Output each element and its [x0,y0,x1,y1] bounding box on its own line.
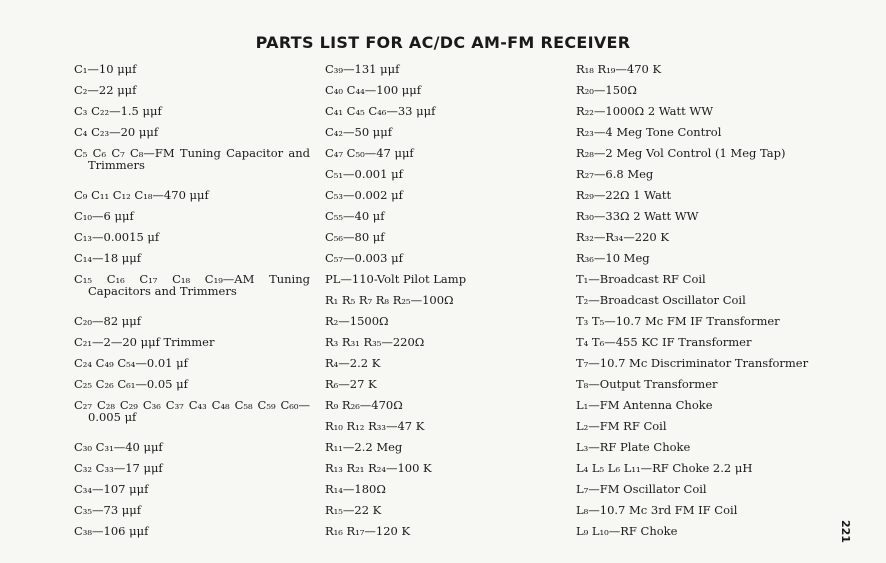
part-entry [325,148,545,169]
part-entry [576,484,816,505]
part-entry [325,64,545,85]
part-entry [325,253,545,274]
part-entry-text: R₃₀—33Ω 2 Watt WW [576,209,699,223]
part-entry [325,190,545,211]
part-entry-text: R₂₇—6.8 Meg [576,167,654,181]
part-entry-text: R₃₆—10 Meg [576,251,650,265]
part-entry-text: C₁₄—18 μμf [74,251,142,265]
part-entry [576,442,816,463]
part-entry [325,169,545,190]
part-entry [576,337,816,358]
part-entry [325,106,545,127]
part-entry-text: C₅₇—0.003 μf [325,251,403,265]
part-entry-text: R₃ R₃₁ R₃₅—220Ω [325,335,425,349]
part-entry-text: C₂—22 μμf [74,83,137,97]
part-entry [74,127,310,148]
part-entry-text: C₂₄ C₄₉ C₅₄—0.01 μf [74,356,188,370]
part-entry [325,85,545,106]
part-entry [325,232,545,253]
part-entry-text: C₄₁ C₄₅ C₄₆—33 μμf [325,104,436,118]
part-entry-text: C₃₂ C₃₃—17 μμf [74,461,163,475]
part-entry-text: C₁₀—6 μμf [74,209,134,223]
part-entry [576,106,816,127]
part-entry-text: T₈—Output Transformer [576,377,718,391]
part-entry [576,400,816,421]
part-entry-text: C₅₅—40 μf [325,209,385,223]
part-entry-text: R₂₀—150Ω [576,83,637,97]
part-entry-text: C₃₄—107 μμf [74,482,149,496]
part-entry [74,316,310,337]
part-entry [74,358,310,379]
part-entry-text: C₃₅—73 μμf [74,503,142,517]
part-entry-text: PL—110-Volt Pilot Lamp [325,272,467,286]
part-entry-text: C₅₁—0.001 μf [325,167,403,181]
part-entry [576,358,816,379]
part-entry-text: C₃₉—131 μμf [325,62,400,76]
part-entry-text: L₂—FM RF Coil [576,419,667,433]
part-entry [74,442,310,463]
part-entry-text: L₈—10.7 Mc 3rd FM IF Coil [576,503,738,517]
part-entry-text: C₃ C₂₂—1.5 μμf [74,104,162,118]
part-entry [325,379,545,400]
part-entry-text: R₁₃ R₂₁ R₂₄—100 K [325,461,432,475]
part-entry-text: R₂₂—1000Ω 2 Watt WW [576,104,714,118]
part-entry-text: C₂₁—2—20 μμf Trimmer [74,335,215,349]
part-entry [576,274,816,295]
part-entry-text: R₁₅—22 K [325,503,382,517]
part-entry [74,211,310,232]
part-entry-text: L₁—FM Antenna Choke [576,398,713,412]
part-entry [576,295,816,316]
part-entry-text: R₂₉—22Ω 1 Watt [576,188,672,202]
part-entry-text: C₃₈—106 μμf [74,524,149,538]
parts-column-2 [325,64,545,547]
part-entry [576,169,816,190]
part-entry-text: L₄ L₅ L₆ L₁₁—RF Choke 2.2 μH [576,461,753,475]
part-entry [576,232,816,253]
part-entry [74,505,310,526]
part-entry [74,463,310,484]
part-entry-text: R₉ R₂₆—470Ω [325,398,403,412]
part-entry [325,463,545,484]
part-entry-text: C₁₅ C₁₆ C₁₇ C₁₈ C₁₉—AM Tuning Capacitors and Trimmers [74,272,310,298]
part-entry-text: R₁₆ R₁₇—120 K [325,524,411,538]
part-entry-text: C₂₀—82 μμf [74,314,142,328]
part-entry [325,505,545,526]
part-entry-text: C₂₅ C₂₆ C₆₁—0.05 μf [74,377,188,391]
part-entry-text: L₃—RF Plate Choke [576,440,691,454]
part-entry [325,484,545,505]
part-entry [325,358,545,379]
part-entry [74,190,310,211]
part-entry-text: R₁ R₅ R₇ R₈ R₂₅—100Ω [325,293,454,307]
part-entry-text: L₇—FM Oscillator Coil [576,482,707,496]
part-entry-text: C₄₇ C₅₀—47 μμf [325,146,414,160]
part-entry [576,463,816,484]
part-entry-text: C₁—10 μμf [74,62,137,76]
parts-column-3 [576,64,816,547]
part-entry [325,337,545,358]
part-entry [74,64,310,85]
part-entry [576,379,816,400]
part-entry-text: R₆—27 K [325,377,377,391]
part-entry [74,337,310,358]
part-entry-text: R₂₈—2 Meg Vol Control (1 Meg Tap) [576,146,786,160]
part-entry [325,127,545,148]
part-entry-text: R₁₈ R₁₉—470 K [576,62,662,76]
part-entry-text: R₂₃—4 Meg Tone Control [576,125,722,139]
part-entry [576,526,816,547]
part-entry-text: T₁—Broadcast RF Coil [576,272,706,286]
part-entry [325,526,545,547]
part-entry-text: R₁₁—2.2 Meg [325,440,403,454]
part-entry-text: R₃₂—R₃₄—220 K [576,230,669,244]
part-entry [576,505,816,526]
part-entry [74,274,310,316]
part-entry [576,148,816,169]
part-entry-text: T₂—Broadcast Oscillator Coil [576,293,746,307]
parts-column-1 [74,64,310,547]
part-entry-text: C₄ C₂₃—20 μμf [74,125,159,139]
part-entry-text: T₃ T₅—10.7 Mc FM IF Transformer [576,314,780,328]
part-entry [576,127,816,148]
part-entry-text: L₉ L₁₀—RF Choke [576,524,678,538]
part-entry [325,421,545,442]
part-entry [325,400,545,421]
part-entry [576,211,816,232]
part-entry [74,85,310,106]
part-entry-text: T₇—10.7 Mc Discriminator Transformer [576,356,809,370]
part-entry [74,148,310,190]
part-entry-text: R₄—2.2 K [325,356,381,370]
part-entry [74,379,310,400]
part-entry [74,526,310,547]
part-entry-text: C₅₃—0.002 μf [325,188,403,202]
part-entry [325,274,545,295]
part-entry-text: C₉ C₁₁ C₁₂ C₁₈—470 μμf [74,188,209,202]
part-entry-text: C₃₀ C₃₁—40 μμf [74,440,163,454]
part-entry-text: R₂—1500Ω [325,314,389,328]
part-entry [325,316,545,337]
part-entry-text: C₄₀ C₄₄—100 μμf [325,83,422,97]
part-entry [325,295,545,316]
part-entry [576,253,816,274]
part-entry [74,232,310,253]
part-entry-text: C₁₃—0.0015 μf [74,230,160,244]
part-entry-text: R₁₀ R₁₂ R₃₃—47 K [325,419,425,433]
part-entry [576,316,816,337]
part-entry [576,64,816,85]
part-entry [74,106,310,127]
part-entry [325,442,545,463]
part-entry-text: C₄₂—50 μμf [325,125,393,139]
part-entry [576,85,816,106]
part-entry-text: T₄ T₆—455 KC IF Transformer [576,335,752,349]
part-entry [576,190,816,211]
part-entry-text: C₂₇ C₂₈ C₂₉ C₃₆ C₃₇ C₄₃ C₄₈ C₅₈ C₅₉ C₆₀—0.005 μf [74,398,310,424]
page-number: 221 [839,520,852,543]
part-entry [74,484,310,505]
part-entry [325,211,545,232]
part-entry-text: R₁₄—180Ω [325,482,386,496]
page-title: PARTS LIST FOR AC/DC AM-FM RECEIVER [255,33,631,52]
part-entry [74,253,310,274]
part-entry [576,421,816,442]
part-entry-text: C₅₆—80 μf [325,230,385,244]
part-entry [74,400,310,442]
part-entry-text: C₅ C₆ C₇ C₈—FM Tuning Capacitor and Trimmers [74,146,310,172]
